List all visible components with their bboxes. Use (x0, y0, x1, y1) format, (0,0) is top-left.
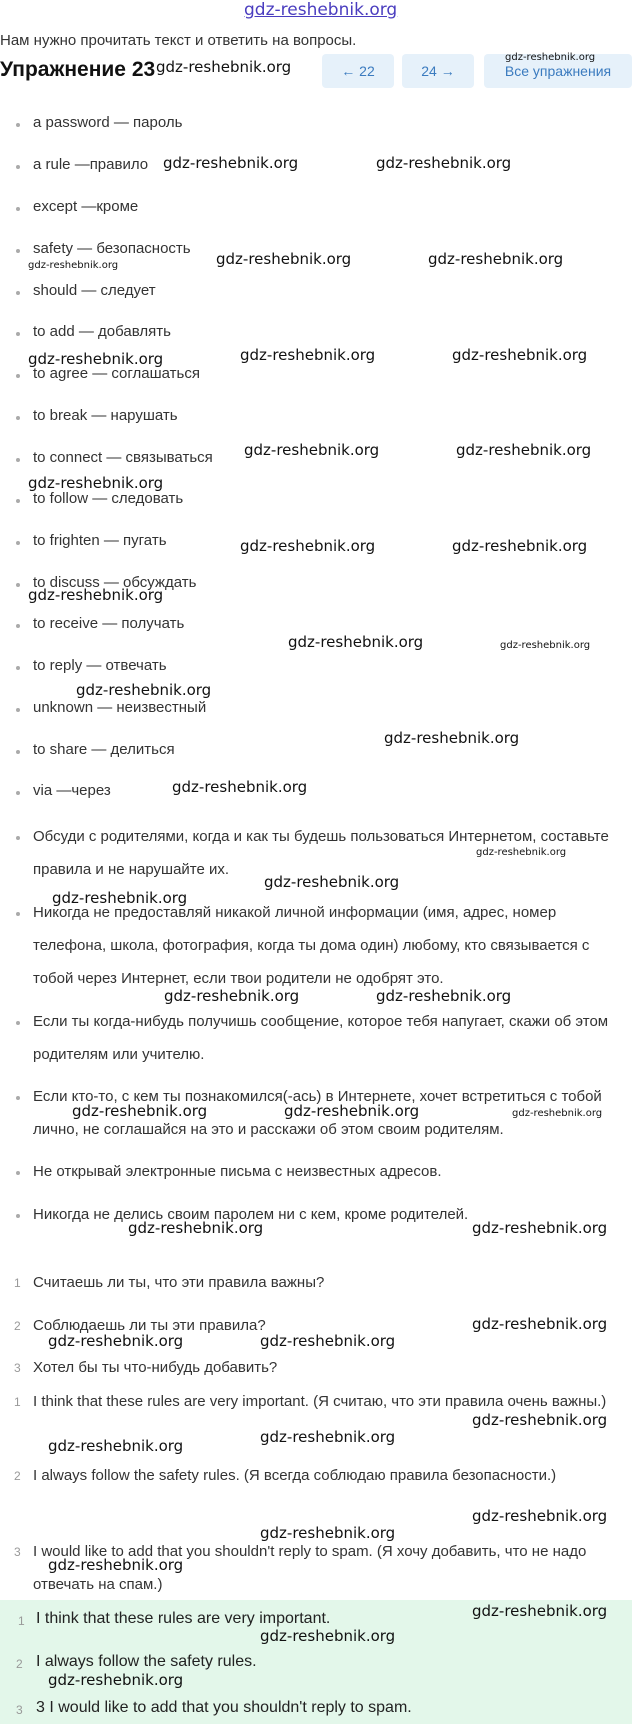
watermark: gdz-reshebnik.org (260, 1627, 396, 1645)
watermark: gdz-reshebnik.org (260, 1524, 396, 1542)
answer-text: I always follow the safety rules. (Я всегда соблюдаю правила безопасности.) (33, 1467, 557, 1484)
watermark: gdz-reshebnik.org (264, 873, 400, 891)
watermark: gdz-reshebnik.org (52, 889, 188, 907)
watermark: gdz-reshebnik.org (76, 681, 212, 699)
watermark: gdz-reshebnik.org (164, 987, 300, 1005)
watermark: gdz-reshebnik.org (48, 1671, 184, 1689)
final-answer: 3 I would like to add that you shouldn't reply to spam. (36, 1699, 412, 1716)
rule-paragraph: Если кто-то, с кем ты познакомился(-ась) в Интернете, хочет встретиться с тобой лично, не соглашайся на это и расскажи об этом своим родителям. (33, 1088, 602, 1138)
question-text: Считаешь ли ты, что эти правила важны? (33, 1274, 325, 1291)
watermark: gdz-reshebnik.org (428, 250, 564, 268)
watermark: gdz-reshebnik.org (472, 1219, 608, 1237)
watermark: gdz-reshebnik.org (240, 537, 376, 555)
prev-exercise-button[interactable]: ← 22 (322, 54, 394, 88)
site-watermark-link[interactable]: gdz-reshebnik.org (244, 0, 398, 20)
watermark: gdz-reshebnik.org (28, 586, 164, 604)
watermark: gdz-reshebnik.org (512, 1108, 603, 1119)
watermark: gdz-reshebnik.org (172, 778, 308, 796)
intro-text: Нам нужно прочитать текст и ответить на вопросы. (0, 32, 357, 49)
watermark: gdz-reshebnik.org (376, 154, 512, 172)
watermark: gdz-reshebnik.org (72, 1102, 208, 1120)
watermark: gdz-reshebnik.org (260, 1428, 396, 1446)
watermark: gdz-reshebnik.org (288, 633, 424, 651)
watermark: gdz-reshebnik.org (376, 987, 512, 1005)
watermark: gdz-reshebnik.org (128, 1219, 264, 1237)
answer-box: 1 I think that these rules are very important. 2 I always follow the safety rules. 3 3 I would like to add that you shouldn't reply to spam. (0, 1600, 632, 1724)
watermark: gdz-reshebnik.org (456, 441, 592, 459)
watermark: gdz-reshebnik.org (28, 350, 164, 368)
watermark: gdz-reshebnik.org (48, 1437, 184, 1455)
watermark: gdz-reshebnik.org (28, 260, 119, 271)
exercise-title: Упражнение 23 (0, 58, 156, 81)
rule-paragraph: Не открывай электронные письма с неизвестных адресов. (33, 1163, 442, 1180)
watermark: gdz-reshebnik.org (244, 441, 380, 459)
watermark: gdz-reshebnik.org (163, 154, 299, 172)
question-text: Хотел бы ты что-нибудь добавить? (33, 1359, 278, 1376)
watermark: gdz-reshebnik.org (452, 346, 588, 364)
rule-paragraph: Никогда не предоставляй никакой личной информации (имя, адрес, номер телефона, школа, фотография, когда ты дома один) любому, кто связывается с тобой через Интернет, если твои родители не одобрят это. (33, 904, 590, 987)
final-answer: I always follow the safety rules. (36, 1653, 257, 1670)
watermark: gdz-reshebnik.org (48, 1556, 184, 1574)
watermark: gdz-reshebnik.org (240, 346, 376, 364)
watermark: gdz-reshebnik.org (500, 640, 591, 651)
watermark: gdz-reshebnik.org (48, 1332, 184, 1350)
watermark: gdz-reshebnik.org (476, 847, 567, 858)
next-exercise-button[interactable]: 24 → (402, 54, 474, 88)
watermark: gdz-reshebnik.org (384, 729, 520, 747)
watermark: gdz-reshebnik.org (260, 1332, 396, 1350)
watermark: gdz-reshebnik.org (472, 1411, 608, 1429)
rule-paragraph: Если ты когда-нибудь получишь сообщение, которое тебя напугает, скажи об этом родителям или учителю. (33, 1013, 609, 1063)
watermark: gdz-reshebnik.org (452, 537, 588, 555)
watermark: gdz-reshebnik.org (28, 474, 164, 492)
rule-paragraph: Никогда не делись своим паролем ни с кем, кроме родителей. (33, 1206, 469, 1223)
watermark: gdz-reshebnik.org (472, 1507, 608, 1525)
watermark: gdz-reshebnik.org (505, 52, 596, 63)
all-exercises-button[interactable]: Все упражнения (484, 54, 632, 88)
watermark: gdz-reshebnik.org (284, 1102, 420, 1120)
watermark: gdz-reshebnik.org (472, 1315, 608, 1333)
answer-text: I would like to add that you shouldn't reply to spam. (Я хочу добавить, что не надо отвечать на спам.) (33, 1543, 587, 1593)
watermark: gdz-reshebnik.org (216, 250, 352, 268)
question-text: Соблюдаешь ли ты эти правила? (33, 1317, 266, 1334)
watermark: gdz-reshebnik.org (156, 58, 292, 76)
rule-paragraph: Обсуди с родителями, когда и как ты будешь пользоваться Интернетом, составьте правила и не нарушайте их. (33, 828, 609, 878)
answer-text: I think that these rules are very important. (Я считаю, что эти правила очень важны.) (33, 1393, 607, 1410)
final-answer: I think that these rules are very important. (36, 1610, 331, 1627)
watermark: gdz-reshebnik.org (472, 1602, 608, 1620)
